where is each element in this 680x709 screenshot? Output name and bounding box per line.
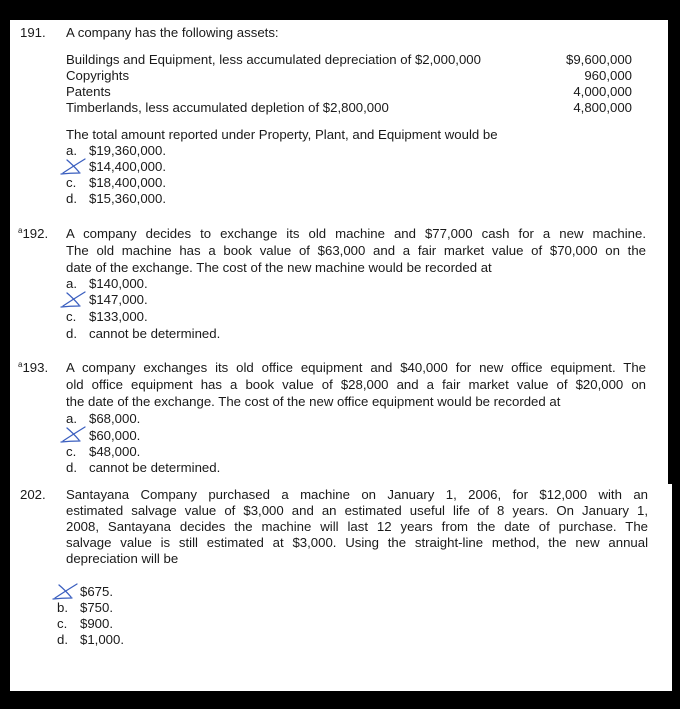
option-letter: d. xyxy=(66,191,77,206)
asset-value: 960,000 xyxy=(584,68,632,83)
option-text: $18,400,000. xyxy=(89,175,167,190)
option-text: $147,000. xyxy=(89,292,148,307)
handwritten-check-mark xyxy=(60,289,88,309)
question-stem: The total amount reported under Property, Plant, and Equipment would be xyxy=(66,127,498,142)
option-letter: d. xyxy=(66,460,77,475)
option-letter: a. xyxy=(66,411,77,426)
question-stem: date of the exchange. The cost of the new machine would be recorded at xyxy=(66,260,492,275)
option-letter: c. xyxy=(66,309,77,324)
option-text: $900. xyxy=(80,616,114,631)
option-text: $133,000. xyxy=(89,309,148,324)
question-stem: salvage value is still estimated at $3,000. Using the straight-line method, the new annual xyxy=(66,535,648,550)
asset-value: 4,000,000 xyxy=(573,84,632,99)
option-letter: a. xyxy=(66,276,77,291)
option-text: cannot be determined. xyxy=(89,460,221,475)
asset-label: Buildings and Equipment, less accumulated depreciation of $2,000,000 xyxy=(66,52,481,67)
question-stem: depreciation will be xyxy=(66,551,179,566)
question-number: 191. xyxy=(20,25,46,40)
option-text: cannot be determined. xyxy=(89,326,221,341)
question-stem: The old machine has a book value of $63,000 and a fair market value of $70,000 on the xyxy=(66,243,646,258)
asset-value: $9,600,000 xyxy=(565,52,632,67)
option-letter: b. xyxy=(57,600,68,615)
option-text: $15,360,000. xyxy=(89,191,167,206)
question-number: 202. xyxy=(20,487,46,502)
option-text: $60,000. xyxy=(89,428,141,443)
option-letter: d. xyxy=(66,326,77,341)
asset-label: Copyrights xyxy=(66,68,130,83)
option-letter: c. xyxy=(66,444,77,459)
asset-label: Timberlands, less accumulated depletion of $2,800,000 xyxy=(66,100,389,115)
question-stem: 2008, Santayana decides the machine will last 12 years from the date of purchase. The xyxy=(66,519,648,534)
asset-label: Patents xyxy=(66,84,111,99)
option-letter: c. xyxy=(66,175,77,190)
question-intro: A company has the following assets: xyxy=(66,25,279,40)
option-text: $48,000. xyxy=(89,444,141,459)
handwritten-check-mark xyxy=(60,156,88,176)
option-text: $19,360,000. xyxy=(89,143,167,158)
handwritten-check-mark xyxy=(52,581,80,601)
question-stem: estimated salvage value of $3,000 and an estimated useful life of 8 years. On January 1, xyxy=(66,503,648,518)
handwritten-check-mark xyxy=(60,424,88,444)
option-letter: a. xyxy=(66,143,77,158)
option-text: $140,000. xyxy=(89,276,148,291)
option-letter: d. xyxy=(57,632,68,647)
option-text: $14,400,000. xyxy=(89,159,167,174)
question-stem: the date of the exchange. The cost of the new office equipment would be recorded at xyxy=(66,394,561,409)
asset-value: 4,800,000 xyxy=(573,100,632,115)
option-text: $675. xyxy=(80,584,114,599)
question-stem: Santayana Company purchased a machine on January 1, 2006, for $12,000 with an xyxy=(66,487,648,502)
question-stem: old office equipment has a book value of $28,000 and a fair market value of $20,000 on xyxy=(66,377,646,392)
question-stem: A company decides to exchange its old machine and $77,000 cash for a new machine. xyxy=(66,226,646,241)
option-letter: c. xyxy=(57,616,68,631)
option-text: $1,000. xyxy=(80,632,124,647)
question-number: $^a$193. xyxy=(18,360,49,375)
option-text: $750. xyxy=(80,600,114,615)
question-stem: A company exchanges its old office equipment and $40,000 for new office equipment. The xyxy=(66,360,646,375)
question-number: $^a$192. xyxy=(18,226,49,241)
option-text: $68,000. xyxy=(89,411,141,426)
